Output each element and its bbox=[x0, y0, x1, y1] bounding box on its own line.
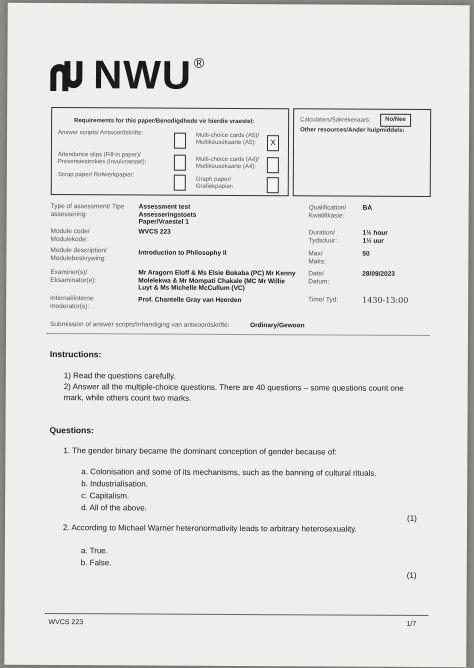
question-1-text: 1. The gender binary became the dominant conception of gender because of: bbox=[63, 446, 337, 457]
logo-wordmark: NWU bbox=[93, 53, 193, 98]
req-scrap-paper-checkbox[interactable] bbox=[174, 175, 186, 191]
submission-value: Ordinary/Gewoon bbox=[250, 322, 305, 330]
q1-option-c: c. Capitalism. bbox=[81, 491, 130, 501]
req-mc-a4-label: Multi-choice cards (A4)/ Multikeusekaarte (A4): bbox=[195, 156, 259, 171]
req-graph-paper-checkbox[interactable] bbox=[267, 177, 279, 193]
instruction-item: 1) Read the questions carefully. bbox=[63, 371, 176, 381]
q1-marks: (1) bbox=[407, 513, 417, 523]
other-resources-label: Other resources/Ander hulpmiddels: bbox=[300, 127, 405, 134]
calculators-value: No/Nee bbox=[380, 114, 411, 127]
nwu-emblem-icon bbox=[47, 59, 85, 93]
questions-heading: Questions: bbox=[49, 425, 94, 436]
exam-paper bbox=[4, 3, 469, 667]
requirements-box bbox=[51, 107, 289, 196]
req-mc-a5-checkbox[interactable] bbox=[267, 135, 279, 151]
nwu-logo bbox=[47, 53, 204, 99]
calculators-box bbox=[293, 108, 431, 197]
duration-value: 1½ hour 1½ uur bbox=[362, 229, 388, 245]
time-value: 1430-13:00 bbox=[362, 295, 409, 305]
module-description-value: Introduction to Philosophy II bbox=[138, 249, 227, 257]
q2-option-a: a. True. bbox=[80, 546, 109, 556]
req-mc-a5-label: Multi-choice cards (A5)/ Multikeusekaarte (A5): bbox=[195, 132, 260, 147]
footer-page-number: 1/7 bbox=[406, 620, 417, 628]
moderator-label: Internal/interne moderator(s): bbox=[50, 295, 94, 310]
examiners-label: Examiner(s)/ Eksaminator(e): bbox=[50, 269, 97, 284]
footer-line bbox=[45, 613, 429, 616]
footer-module-code: WVCS 223 bbox=[48, 619, 84, 627]
assessment-type-value: Assessment test Assesseringstoets Paper/Vraestel 1 bbox=[138, 203, 197, 226]
submission-label: Submission of answer scripts/Inhandiging van antwoordskrifte: bbox=[50, 321, 230, 329]
qualification-label: Qualification/ Kwalifikasie: bbox=[308, 204, 347, 220]
date-value: 28/09/2023 bbox=[362, 270, 395, 278]
assessment-type-label: Type of assessment/ Tipe assessering: bbox=[50, 203, 125, 218]
req-graph-paper-label: Graph paper/ Grafiekpapier: bbox=[195, 176, 234, 190]
moderator-value: Prof. Chantelle Gray van Heerden bbox=[138, 296, 242, 305]
req-answer-scripts-checkbox[interactable] bbox=[174, 133, 186, 149]
calculators-label: Calculators/Sakrekenaars: bbox=[300, 117, 371, 124]
max-marks-label: Max/ Maks: bbox=[308, 250, 326, 265]
req-scrap-paper-label: Scrap paper/ Rofwerkpapier: bbox=[57, 172, 135, 179]
req-attendance-checkbox[interactable] bbox=[174, 155, 186, 171]
qualification-value: BA bbox=[362, 204, 373, 212]
req-mc-a4-checkbox[interactable] bbox=[267, 157, 279, 173]
q2-option-b: b. False. bbox=[80, 558, 112, 568]
time-label: Time/ Tyd: bbox=[308, 296, 339, 304]
divider bbox=[46, 333, 430, 336]
req-answer-scripts-label: Answer scripts/ Antwoordskrifte: bbox=[58, 130, 144, 137]
q1-option-a: a. Colonisation and some of its mechanisms, such as the banning of cultural rituals. bbox=[81, 467, 377, 478]
module-code-value: WVCS 223 bbox=[138, 228, 171, 236]
requirements-title: Requirements for this paper/Benodigdhede vir hierdie vraestel: bbox=[74, 118, 255, 126]
req-attendance-label: Attendance slips (Fill-in paper)/ Presensiestrokies (Invulvraestel): bbox=[57, 152, 147, 166]
instructions-heading: Instructions: bbox=[49, 349, 102, 360]
instruction-item: 2) Answer all the multiple-choice questions. There are 40 questions – some questions count one mark, while others count two marks. bbox=[63, 382, 404, 403]
checkbox-x-mark: X bbox=[270, 138, 276, 148]
module-description-label: Module description/ Modulebeskrywing: bbox=[50, 247, 107, 262]
q1-option-d: d. All of the above. bbox=[81, 503, 147, 513]
q2-marks: (1) bbox=[406, 570, 417, 580]
q1-option-b: b. Industrialisation. bbox=[81, 479, 148, 489]
date-label: Date/ Datum: bbox=[308, 270, 330, 285]
question-2-text: 2. According to Michael Warner heteronormativity leads to arbitrary heterosexuality. bbox=[62, 523, 357, 534]
examiners-value: Mr Aragorn Eloff & Ms Elsie Bokaba (PC) Mr Kenny Molelekwa & Mr Mompati Chakale (MC Mr Willie Luyt & Ms Michelle McCullum (VC) bbox=[138, 269, 296, 293]
registered-mark: ® bbox=[193, 54, 205, 71]
duration-label: Duration/ Tydsduur: bbox=[308, 229, 338, 245]
max-marks-value: 50 bbox=[362, 250, 370, 258]
module-code-label: Module code/ Modulekode: bbox=[50, 228, 90, 243]
